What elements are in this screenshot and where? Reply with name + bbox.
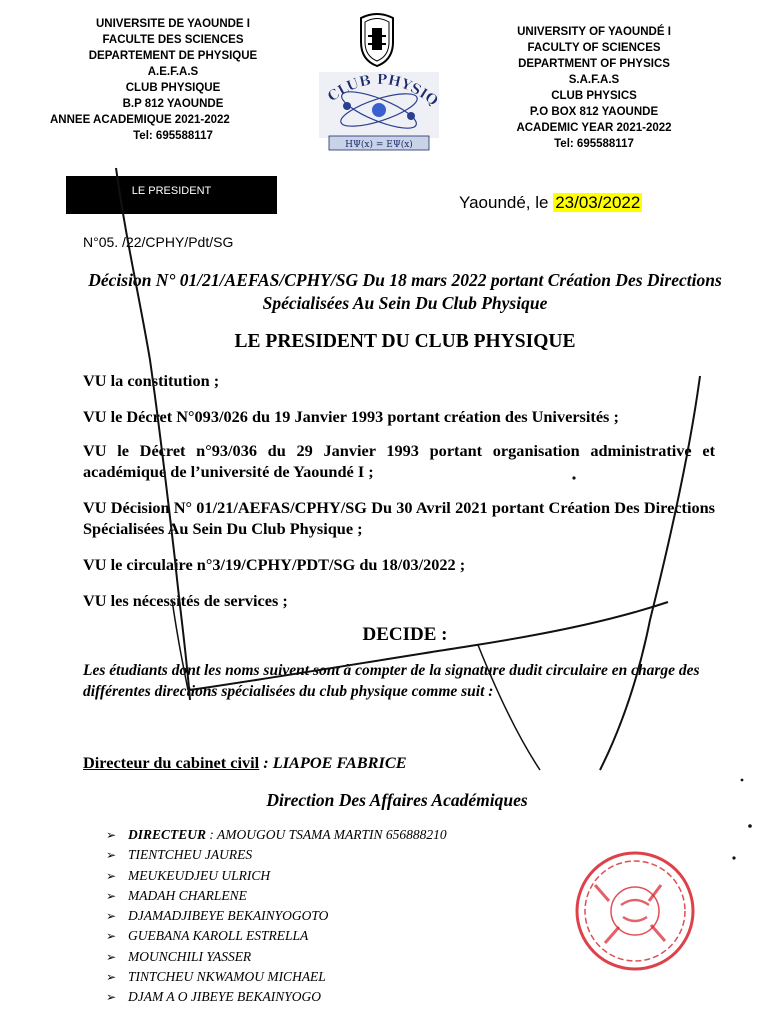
list-item bbox=[106, 987, 447, 1007]
ink-dot bbox=[741, 779, 744, 782]
cabinet-director-name: : LIAPOE FABRICE bbox=[259, 753, 407, 772]
club-physique-logo bbox=[315, 66, 443, 152]
arrow-bullet-icon: ➢ bbox=[106, 949, 117, 964]
header-left-line: A.E.F.A.S bbox=[147, 66, 199, 78]
header-left-line: B.P 812 YAOUNDE bbox=[122, 98, 224, 110]
arrow-bullet-icon: ➢ bbox=[106, 970, 117, 985]
logo-banner-text: CLUB PHYSIQ bbox=[324, 71, 441, 110]
header-right-tel: Tel: 695588117 bbox=[554, 138, 634, 150]
header-right-line: S.A.F.A.S bbox=[568, 74, 620, 86]
header-right-line: CLUB PHYSICS bbox=[551, 90, 637, 102]
reference-number: N°05. /22/CPHY/Pdt/SG bbox=[83, 234, 234, 250]
member-role: DIRECTEUR bbox=[128, 827, 207, 842]
vu-item: VU Décision N° 01/21/AEFAS/CPHY/SG Du 30 Avril 2021 portant Création Des Directions Spécialisées Au Sein Du Club Physique ; bbox=[83, 498, 715, 538]
university-seal-icon bbox=[357, 12, 397, 68]
member-name: DJAM A O JIBEYE BEKAINYOGO bbox=[128, 989, 321, 1005]
list-item bbox=[106, 886, 447, 906]
arrow-bullet-icon: ➢ bbox=[106, 929, 117, 944]
header-right-line: FACULTY OF SCIENCES bbox=[527, 42, 661, 54]
header-left-academic-year: ANNEE ACADEMIQUE 2021-2022 bbox=[50, 114, 230, 126]
date-line bbox=[459, 193, 642, 213]
header-left-tel: Tel: 695588117 bbox=[133, 130, 213, 142]
decide-paragraph: Les étudiants dont les noms suivent sont à compter de la signature dudit circulaire en charge des différentes directions spécialisées du club physique comme suit : bbox=[83, 662, 700, 700]
header-left-line: CLUB PHYSIQUE bbox=[125, 82, 221, 94]
member-name: TIENTCHEU JAURES bbox=[128, 847, 253, 863]
vu-item: VU la constitution ; bbox=[83, 371, 220, 390]
header-right-line: ACADEMIC YEAR 2021-2022 bbox=[516, 122, 672, 134]
decision-title: Décision N° 01/21/AEFAS/CPHY/SG Du 18 mars 2022 portant Création Des Directions Spécialisées Au Sein Du Club Physique bbox=[88, 270, 722, 313]
member-name: MEUKEUDJEU ULRICH bbox=[128, 867, 271, 883]
member-name: TINTCHEU NKWAMOU MICHAEL bbox=[128, 969, 326, 985]
header-left-line: DEPARTEMENT DE PHYSIQUE bbox=[88, 50, 258, 62]
list-item bbox=[106, 825, 447, 845]
list-item bbox=[106, 947, 447, 967]
list-item bbox=[106, 926, 447, 946]
arrow-bullet-icon: ➢ bbox=[106, 868, 117, 883]
ink-dot bbox=[748, 824, 752, 828]
decide-heading: DECIDE : bbox=[362, 624, 448, 645]
arrow-bullet-icon: ➢ bbox=[106, 888, 117, 903]
arrow-bullet-icon: ➢ bbox=[106, 990, 117, 1005]
direction-heading: Direction Des Affaires Académiques bbox=[266, 790, 528, 810]
arrow-bullet-icon: ➢ bbox=[106, 848, 117, 863]
header-right-line: DEPARTMENT OF PHYSICS bbox=[518, 58, 670, 70]
member-name: MOUNCHILI YASSER bbox=[128, 948, 252, 964]
president-heading: LE PRESIDENT DU CLUB PHYSIQUE bbox=[234, 331, 576, 352]
arrow-bullet-icon: ➢ bbox=[106, 909, 117, 924]
list-item bbox=[106, 845, 447, 865]
president-label-box: LE PRESIDENT bbox=[66, 176, 277, 214]
list-item bbox=[106, 906, 447, 926]
date-prefix: Yaoundé, le bbox=[459, 193, 554, 212]
cabinet-director-line bbox=[83, 753, 407, 773]
header-left-line: FACULTE DES SCIENCES bbox=[102, 34, 244, 46]
member-name: : AMOUGOU TSAMA MARTIN 656888210 bbox=[206, 827, 447, 842]
ink-dot bbox=[732, 856, 735, 859]
header-right-line: UNIVERSITY OF YAOUNDÉ I bbox=[517, 26, 671, 38]
vu-item: VU le circulaire n°3/19/CPHY/PDT/SG du 18/03/2022 ; bbox=[83, 555, 466, 574]
logo-formula: HΨ(x) = EΨ(x) bbox=[345, 140, 413, 150]
list-item bbox=[106, 866, 447, 886]
member-name: GUEBANA KAROLL ESTRELLA bbox=[128, 928, 309, 944]
vu-item: VU le Décret n°93/036 du 29 Janvier 1993 portant organisation administrative et académique de l’université de Yaoundé I ; bbox=[83, 441, 715, 481]
header-left-block bbox=[50, 16, 296, 144]
member-list bbox=[106, 825, 447, 1008]
arrow-bullet-icon: ➢ bbox=[106, 828, 117, 842]
header-right-line: P.O BOX 812 YAOUNDE bbox=[529, 106, 659, 118]
vu-item: VU les nécessités de services ; bbox=[83, 591, 288, 610]
date-value: 23/03/2022 bbox=[555, 193, 641, 212]
header-left-line: UNIVERSITE DE YAOUNDE I bbox=[95, 18, 250, 30]
vu-item: VU le Décret N°093/026 du 19 Janvier 1993 portant création des Universités ; bbox=[83, 407, 619, 426]
header-right-block bbox=[494, 24, 694, 152]
member-name: DJAMADJIBEYE BEKAINYOGOTO bbox=[128, 908, 329, 924]
cabinet-director-label: Directeur du cabinet civil bbox=[83, 753, 260, 772]
official-stamp bbox=[565, 845, 705, 975]
member-name: MADAH CHARLENE bbox=[128, 887, 247, 903]
list-item bbox=[106, 967, 447, 987]
